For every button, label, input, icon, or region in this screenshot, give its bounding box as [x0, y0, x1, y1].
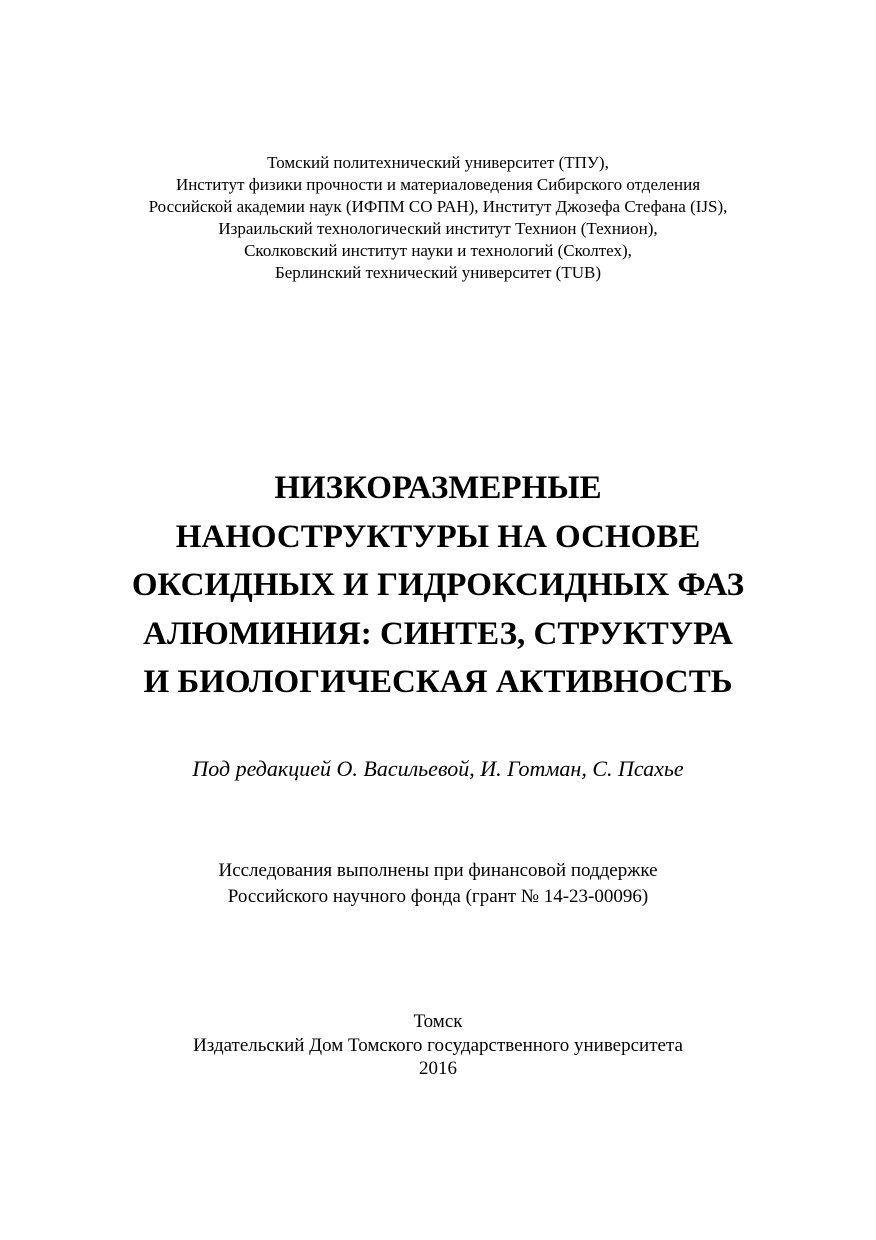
title-line: АЛЮМИНИЯ: СИНТЕЗ, СТРУКТУРА — [143, 615, 733, 652]
book-title — [0, 464, 876, 707]
title-line: НИЗКОРАЗМЕРНЫЕ — [274, 470, 602, 506]
institutions-block — [0, 152, 876, 284]
imprint-year: 2016 — [419, 1058, 457, 1079]
imprint-publisher: Издательский Дом Томского государственного университета — [193, 1034, 683, 1056]
imprint-city: Томск — [413, 1011, 463, 1032]
title-line: НАНОСТРУКТУРЫ НА ОСНОВЕ — [175, 518, 701, 555]
funding-note — [0, 858, 876, 910]
funding-line: Исследования выполнены при финансовой поддержке — [218, 860, 658, 881]
institution-line: Российской академии наук (ИФПМ СО РАН), Институт Джозефа Стефана (IJS), — [148, 197, 728, 216]
title-line: И БИОЛОГИЧЕСКАЯ АКТИВНОСТЬ — [143, 664, 733, 700]
funding-line: Российского научного фонда (грант № 14-23-00096) — [227, 886, 649, 907]
institution-line: Израильский технологический институт Технион (Технион), — [218, 219, 658, 238]
editors-line — [0, 754, 876, 784]
editors-text: Под редакцией О. Васильевой, И. Готман, С. Псахье — [192, 756, 684, 781]
institution-line: Берлинский технический университет (TUB) — [274, 263, 601, 282]
institution-line: Институт физики прочности и материаловедения Сибирского отделения — [175, 175, 701, 194]
imprint-block — [0, 1010, 876, 1081]
institution-line: Томский политехнический университет (ТПУ), — [267, 153, 609, 172]
institution-line: Сколковский институт науки и технологий (Сколтех), — [244, 241, 632, 260]
title-line: ОКСИДНЫХ И ГИДРОКСИДНЫХ ФАЗ — [131, 567, 745, 603]
